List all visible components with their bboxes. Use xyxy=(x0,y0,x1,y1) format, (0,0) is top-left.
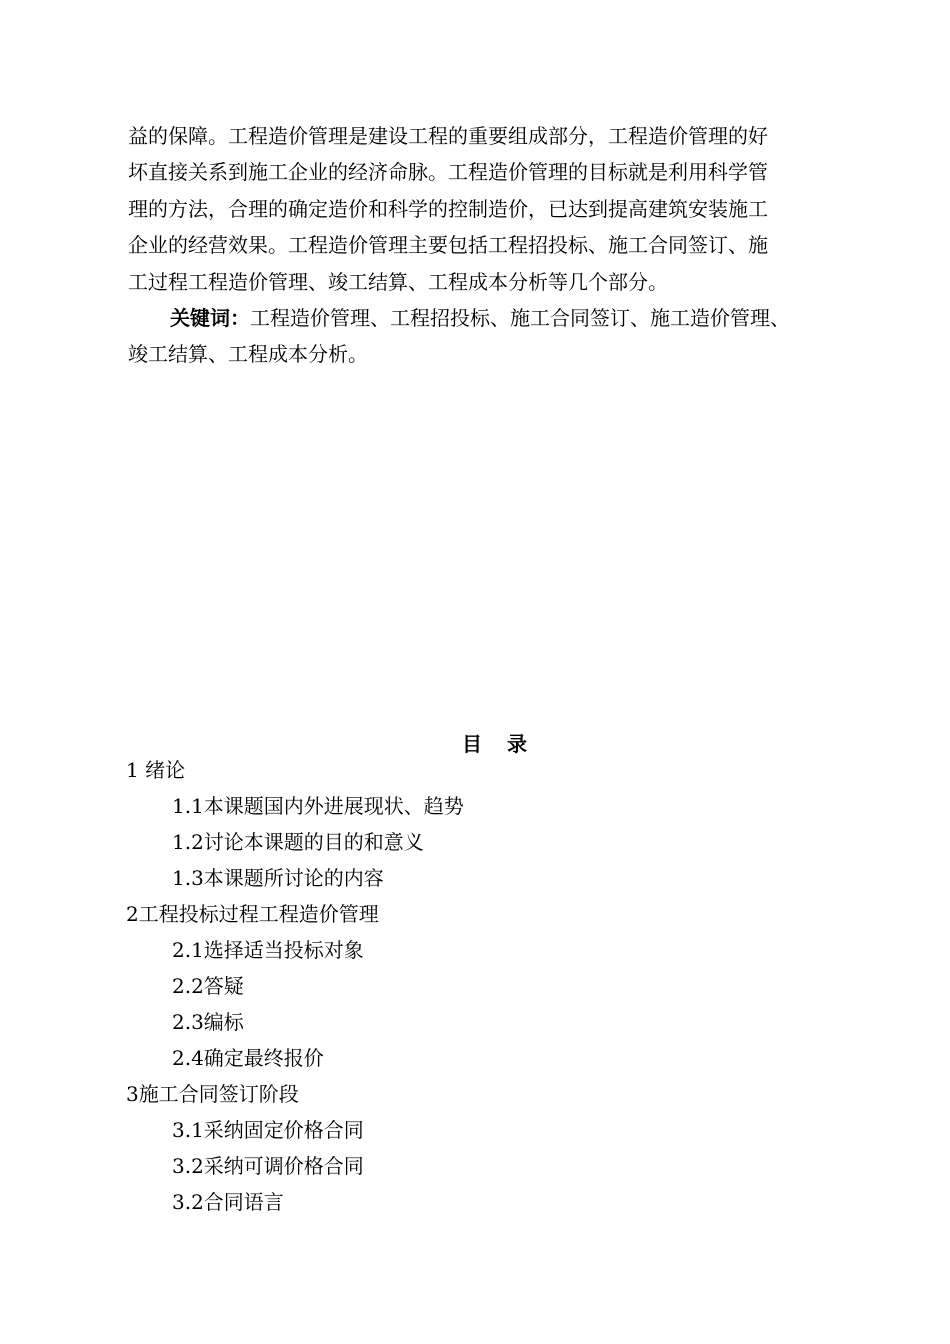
abstract-line: 企业的经营效果。工程造价管理主要包括工程招投标、施工合同签订、施 xyxy=(128,233,768,258)
toc-section-entry: 3.1采纳固定价格合同 xyxy=(172,1118,364,1142)
abstract-section xyxy=(128,118,868,373)
toc-section-entry: 1.1本课题国内外进展现状、趋势 xyxy=(172,794,464,818)
abstract-line: 工过程工程造价管理、竣工结算、工程成本分析等几个部分。 xyxy=(128,269,668,294)
abstract-line: 理的方法，合理的确定造价和科学的控制造价，已达到提高建筑安装施工 xyxy=(128,196,768,221)
toc-section-entry: 1.2讨论本课题的目的和意义 xyxy=(172,830,424,854)
keywords-line-continued: 竣工结算、工程成本分析。 xyxy=(128,342,368,367)
toc-section-entry: 2.3编标 xyxy=(172,1010,244,1034)
abstract-line: 坏直接关系到施工企业的经济命脉。工程造价管理的目标就是利用科学管 xyxy=(128,160,768,185)
toc-section-entry: 2.2答疑 xyxy=(172,974,244,998)
toc-chapter-entry: 3施工合同签订阶段 xyxy=(126,1082,299,1106)
keywords-line xyxy=(128,300,868,336)
toc-title-part1: 目 xyxy=(462,732,483,756)
toc-chapter-entry: 2工程投标过程工程造价管理 xyxy=(126,902,379,926)
toc-section-entry: 1.3本课题所讨论的内容 xyxy=(172,866,384,890)
keywords-text: 工程造价管理、工程招投标、施工合同签订、施工造价管理、 xyxy=(250,306,790,331)
toc-title-part2: 录 xyxy=(507,732,528,756)
toc-section-entry: 3.2采纳可调价格合同 xyxy=(172,1154,364,1178)
toc-chapter-entry: 1 绪论 xyxy=(126,758,186,782)
abstract-line: 益的保障。工程造价管理是建设工程的重要组成部分，工程造价管理的好 xyxy=(128,124,768,148)
toc-section-entry: 3.2合同语言 xyxy=(172,1190,284,1214)
keywords-label: 关键词： xyxy=(170,306,250,331)
toc-section-entry: 2.4确定最终报价 xyxy=(172,1046,324,1070)
table-of-contents xyxy=(126,754,886,1222)
toc-section-entry: 2.1选择适当投标对象 xyxy=(172,938,364,962)
